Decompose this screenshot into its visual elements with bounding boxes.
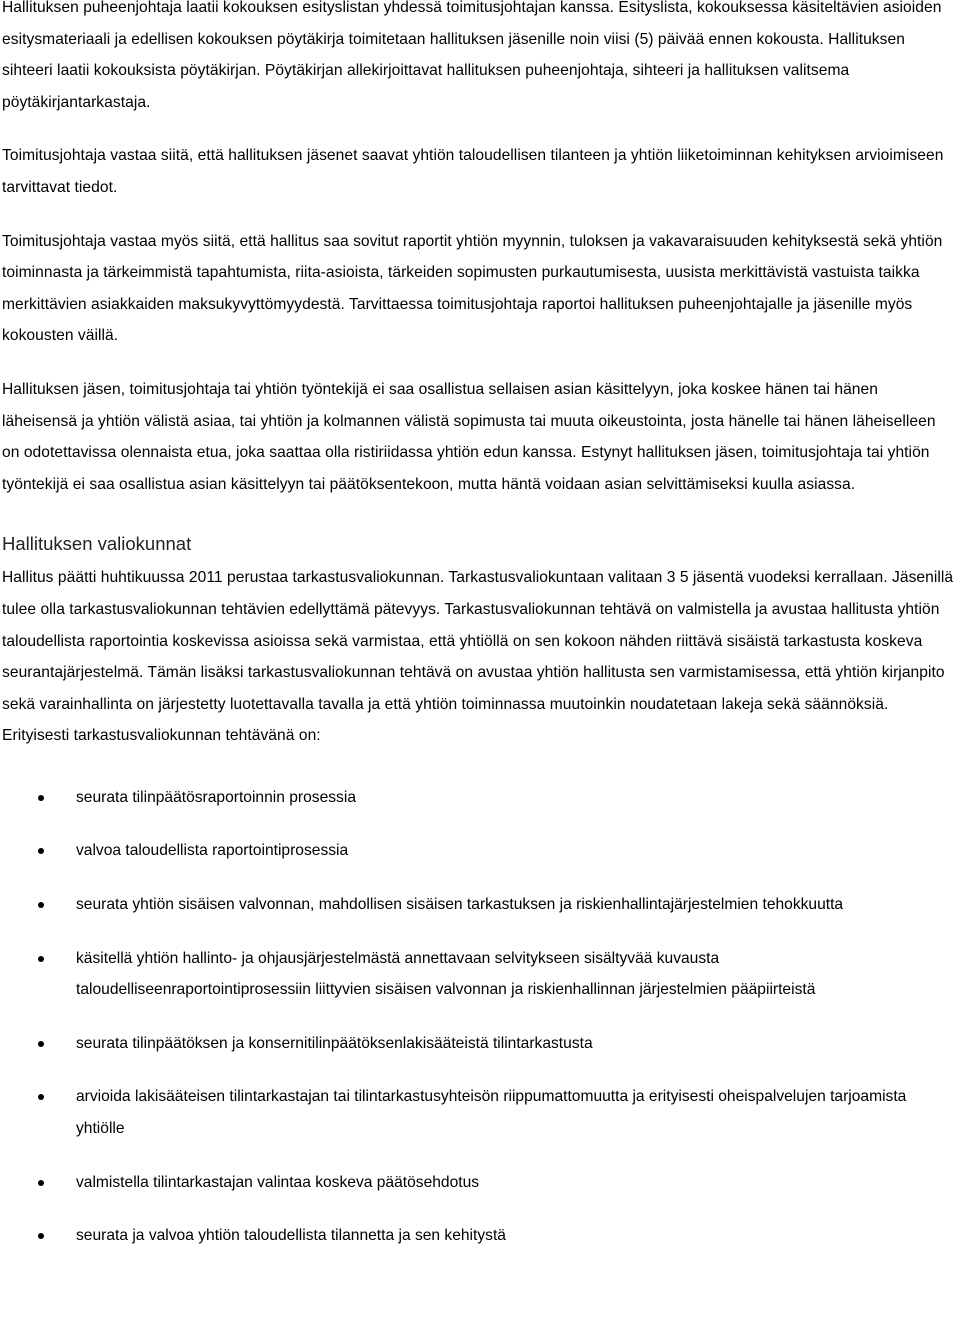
- task-list: [2, 782, 957, 1252]
- section-intro-paragraph: Hallitus päätti huhtikuussa 2011 perustaa tarkastusvaliokunnan. Tarkastusvaliokuntaan valitaan 3 5 jäsentä vuodeksi kerrallaan. Jäsenillä tulee olla tarkastusvaliokunnan tehtävien edellyttämä pätevyys. Tarkastusvaliokunnan tehtävä on valmistella ja avustaa hallitusta yhtiön taloudellista raportointia koskevissa asioissa sekä varmistaa, että yhtiöllä on sen kokoon nähden riittävä sisäistä tarkastusta koskeva seurantajärjestelmä. Tämän lisäksi tarkastusvaliokunnan tehtävä on avustaa yhtiön hallitusta sen varmistamisessa, että yhtiön kirjanpito sekä varainhallinta on järjestetty luotettavalla tavalla ja että yhtiön toiminnassa muutoinkin noudatetaan lakeja sekä säännöksiä. Erityisesti tarkastusvaliokunnan tehtävänä on:: [2, 569, 954, 745]
- task-text: seurata yhtiön sisäisen valvonnan, mahdollisen sisäisen tarkastuksen ja riskienhallintajärjestelmien tehokkuutta: [76, 896, 844, 914]
- task-text: valmistella tilintarkastajan valintaa koskeva päätösehdotus: [76, 1173, 480, 1191]
- task-text: valvoa taloudellista raportointiprosessia: [76, 842, 349, 860]
- bullet-icon: [38, 1041, 44, 1047]
- task-list-item: [2, 782, 957, 814]
- task-list-item: [2, 1167, 957, 1199]
- task-text: käsitellä yhtiön hallinto- ja ohjausjärjestelmästä annettavaan selvitykseen sisältyvää kuvausta taloudelliseenraportointiprosessiin liittyvien sisäisen valvonnan ja riskienhallinnan järjestelmien pääpiirteistä: [76, 949, 816, 999]
- bullet-icon: [38, 1094, 44, 1100]
- task-text: seurata tilinpäätösraportoinnin prosessia: [76, 788, 356, 806]
- paragraph-board-meetings: Hallituksen puheenjohtaja laatii kokouksen esityslistan yhdessä toimitusjohtajan kanssa. Esityslista, kokouksessa käsiteltävien asioiden esitysmateriaali ja edellisen kokouksen pöytäkirja toimitetaan hallituksen jäsenille noin viisi (5) päivää ennen kokousta. Hallituksen sihteeri laatii kokouksista pöytäkirjan. Pöytäkirjan allekirjoittavat hallituksen puheenjohtaja, sihteeri ja hallituksen valitsema pöytäkirjantarkastaja.: [2, 0, 942, 111]
- paragraph-ceo-reporting: Toimitusjohtaja vastaa myös siitä, että hallitus saa sovitut raportit yhtiön myynnin, tuloksen ja vakavaraisuuden kehityksestä sekä yhtiön toiminnasta ja tärkeimmistä tapahtumista, riita-asioista, tärkeiden sopimusten purkautumisesta, uusista merkittävistä vastuista taikka merkittävien asiakkaiden maksukyvyttömyydestä. Tarvittaessa toimitusjohtaja raportoi hallituksen puheenjohtajalle ja jäsenille myös kokousten väillä.: [2, 232, 943, 345]
- task-text: arvioida lakisääteisen tilintarkastajan tai tilintarkastusyhteisön riippumattomuutta ja erityisesti oheispalvelujen tarjoamista yhtiölle: [76, 1088, 907, 1138]
- task-list-item: [2, 943, 957, 1006]
- bullet-icon: [38, 848, 44, 854]
- section-heading: Hallituksen valiokunnat: [2, 533, 192, 555]
- bullet-icon: [38, 956, 44, 962]
- task-list-item: [2, 889, 957, 921]
- bullet-icon: [38, 1180, 44, 1186]
- task-list-item: [2, 1081, 957, 1144]
- task-text: seurata tilinpäätöksen ja konsernitilinpäätöksenlakisääteistä tilintarkastusta: [76, 1034, 593, 1052]
- paragraph-conflict-of-interest: Hallituksen jäsen, toimitusjohtaja tai yhtiön työntekijä ei saa osallistua sellaisen asian käsittelyyn, joka koskee hänen tai hänen läheisensä ja yhtiön välistä asiaa, tai yhtiön ja kolmannen välistä sopimusta tai muuta oikeustointa, josta hänelle tai hänen läheiselleen on odotettavissa olennaista etua, joka saattaa olla ristiriidassa yhtiön edun kanssa. Estynyt hallituksen jäsen, toimitusjohtaja tai yhtiön työntekijä ei saa osallistua asian käsittelyyn tai päätöksentekoon, mutta häntä voidaan asian selvittämiseksi kuulla asiassa.: [2, 380, 936, 493]
- bullet-icon: [38, 1233, 44, 1239]
- task-list-item: [2, 1220, 957, 1252]
- bullet-icon: [38, 795, 44, 801]
- bullet-icon: [38, 902, 44, 908]
- paragraph-ceo-information: Toimitusjohtaja vastaa siitä, että hallituksen jäsenet saavat yhtiön taloudellisen tilanteen ja yhtiön liiketoiminnan kehityksen arvioimiseen tarvittavat tiedot.: [2, 147, 944, 196]
- task-list-item: [2, 835, 957, 867]
- document-page: [2, 0, 957, 1274]
- task-text: seurata ja valvoa yhtiön taloudellista tilannetta ja sen kehitystä: [76, 1227, 506, 1245]
- task-list-item: [2, 1028, 957, 1060]
